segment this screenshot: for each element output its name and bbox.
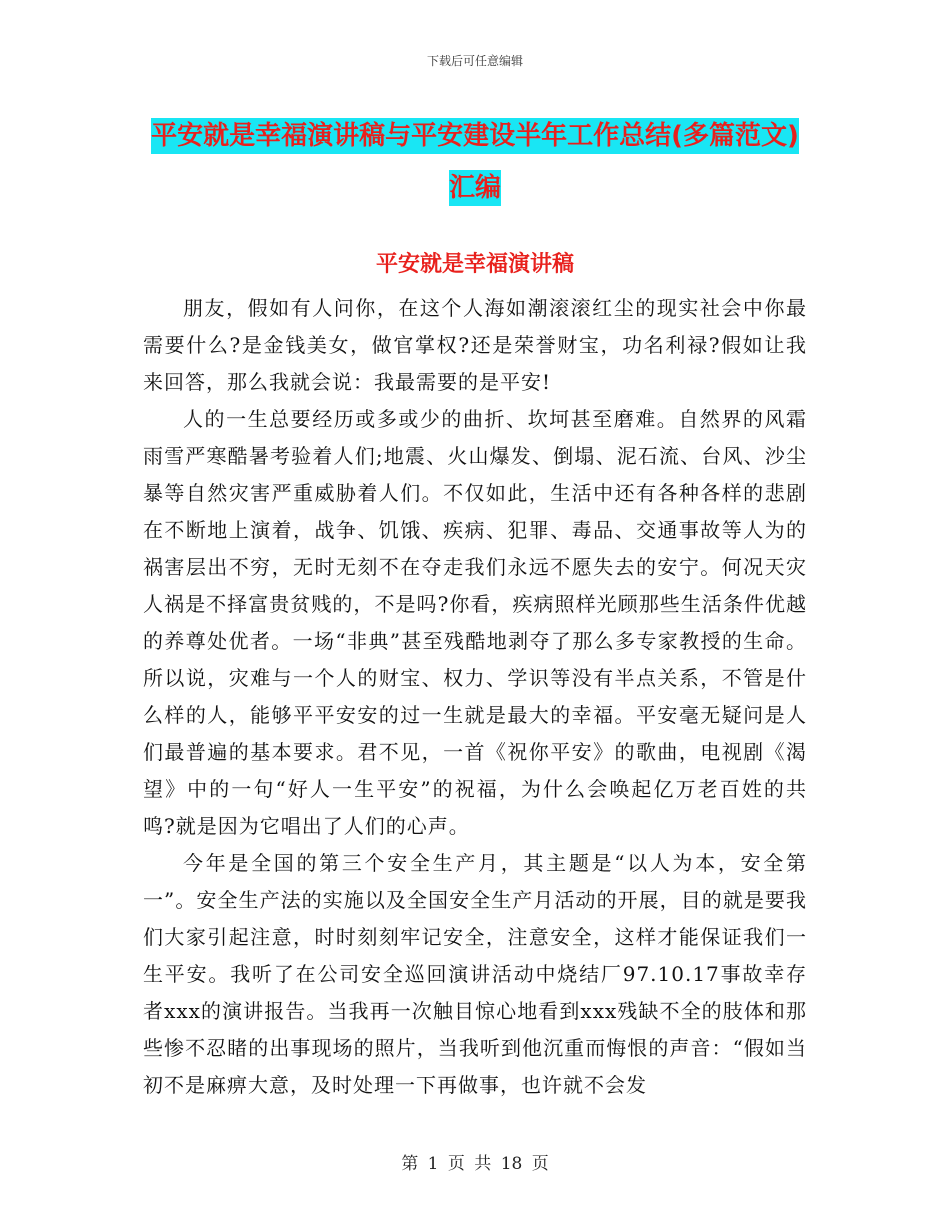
body-paragraph: 人的一生总要经历或多或少的曲折、坎坷甚至磨难。自然界的风霜雨雪严寒酷暑考验着人们;地震、火山爆发、倒塌、泥石流、台风、沙尘暴等自然灾害严重威胁着人们。不仅如此，生活中还有各种各样的悲剧在不断地上演着，战争、饥饿、疾病、犯罪、毒品、交通事故等人为的祸害层出不穷，无时无刻不在夺走我们永远不愿失去的安宁。何况天灾人祸是不择富贵贫贱的，不是吗?你看，疾病照样光顾那些生活条件优越的养尊处优者。一场“非典”甚至残酷地剥夺了那么多专家教授的生命。所以说，灾难与一个人的财宝、权力、学识等没有半点关系，不管是什么样的人，能够平平安安的过一生就是最大的幸福。平安毫无疑问是人们最普遍的基本要求。君不见，一首《祝你平安》的歌曲，电视剧《渴望》中的一句“好人一生平安”的祝福，为什么会唤起亿万老百姓的共鸣?就是因为它唱出了人们的心声。 (143, 407, 807, 838)
document-title-text: 平安就是幸福演讲稿与平安建设半年工作总结(多篇范文)汇编 (151, 118, 799, 206)
body-paragraph: 今年是全国的第三个安全生产月，其主题是“以人为本，安全第一”。安全生产法的实施以及全国安全生产月活动的开展，目的就是要我们大家引起注意，时时刻刻牢记安全，注意安全，这样才能保证我们一生平安。我听了在公司安全巡回演讲活动中烧结厂97.10.17事故幸存者xxx的演讲报告。当我再一次触目惊心地看到xxx残缺不全的肢体和那些惨不忍睹的出事现场的照片，当我听到他沉重而悔恨的声音：“假如当初不是麻痹大意，及时处理一下再做事，也许就不会发 (143, 851, 807, 1097)
page-number-footer: 第 1 页 共 18 页 (401, 1154, 549, 1174)
document-title (143, 110, 807, 214)
body-paragraph: 朋友，假如有人问你，在这个人海如潮滚滚红尘的现实社会中你最需要什么?是金钱美女，做官掌权?还是荣誉财宝，功名利禄?假如让我来回答，那么我就会说：我最需要的是平安! (143, 296, 807, 394)
document-body (143, 290, 807, 1104)
page-header-note: 下载后可任意编辑 (426, 54, 523, 68)
section-title: 平安就是幸福演讲稿 (375, 252, 574, 277)
